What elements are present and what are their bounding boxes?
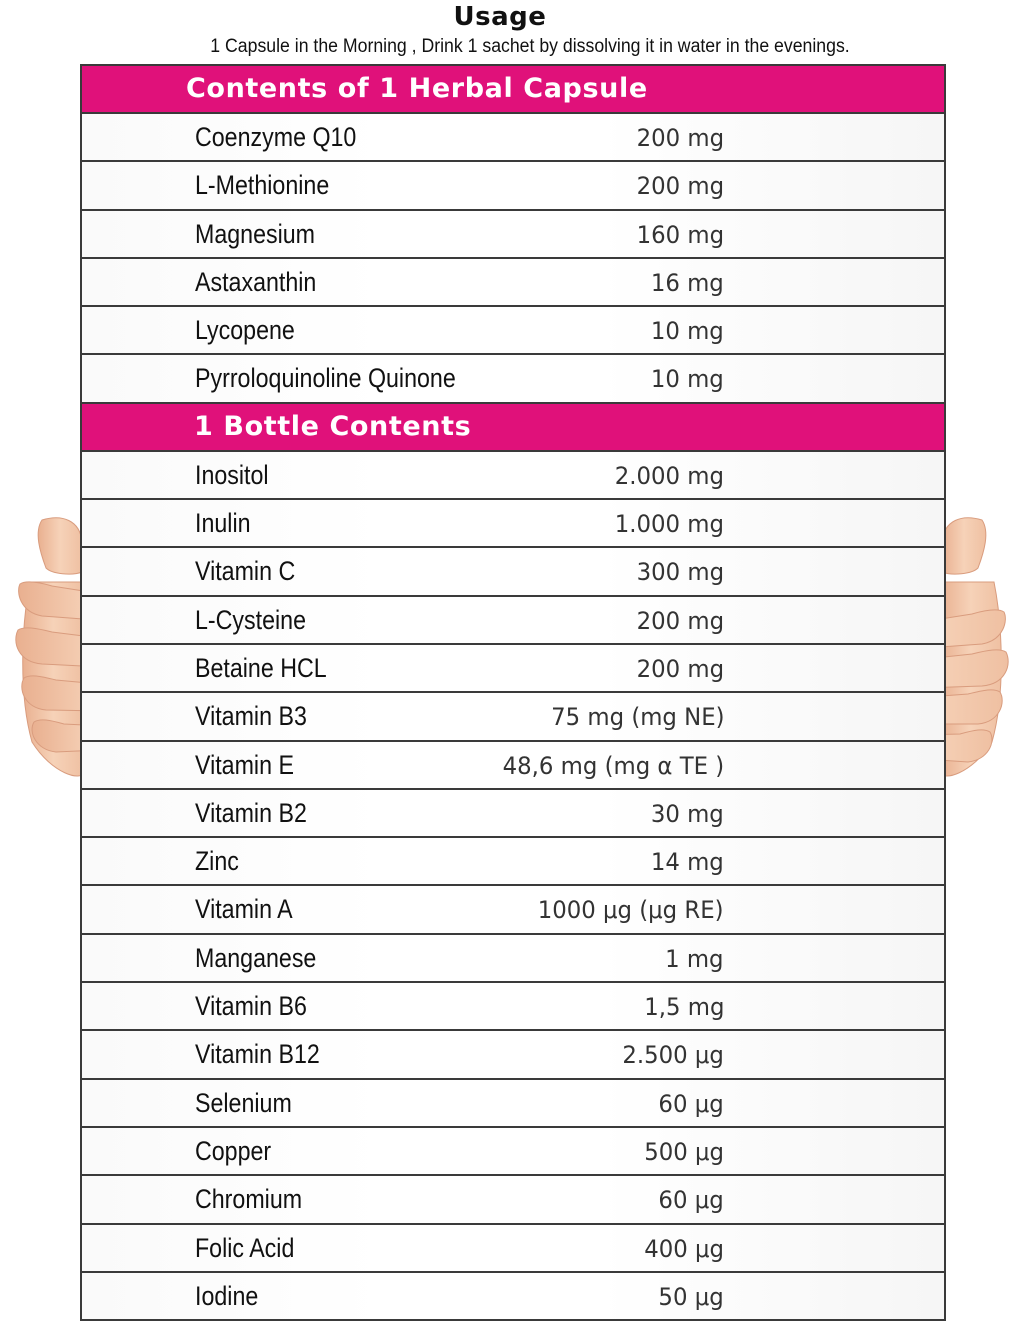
ingredient-amount: 10 mg [651, 317, 724, 346]
ingredient-amount: 300 mg [636, 558, 724, 587]
ingredient-name: Copper [195, 1135, 272, 1166]
table-row [82, 742, 944, 790]
table-row [82, 162, 944, 210]
ingredient-amount: 200 mg [636, 124, 724, 152]
table-row [82, 500, 944, 548]
ingredient-name: Vitamin B6 [195, 991, 307, 1022]
ingredient-amount: 75 mg (mg NE) [550, 703, 724, 732]
ingredient-amount: 200 mg [636, 606, 724, 635]
ingredient-name: Zinc [195, 846, 239, 877]
capsule-header-label: Contents of 1 Herbal Capsule [186, 73, 648, 104]
ingredient-name: Inulin [195, 508, 251, 539]
ingredient-name: Lycopene [195, 315, 295, 346]
ingredient-name: Magnesium [195, 218, 316, 249]
table-row [82, 838, 944, 886]
table-row [82, 693, 944, 741]
ingredient-name: Vitamin C [195, 556, 296, 587]
ingredient-name: Chromium [195, 1184, 303, 1215]
ingredient-amount: 1,5 mg [643, 993, 724, 1022]
ingredient-name: Astaxanthin [195, 266, 317, 297]
ingredient-amount: 160 mg [636, 220, 724, 249]
ingredient-name: L-Methionine [195, 170, 330, 201]
ingredient-name: Pyrroloquinoline Quinone [195, 363, 456, 394]
table-row [82, 548, 944, 596]
table-row [82, 1031, 944, 1079]
bottle-ingredient-list [82, 452, 944, 1321]
table-row [82, 355, 944, 403]
ingredient-name: Selenium [195, 1087, 292, 1118]
ingredient-amount: 400 μg [644, 1234, 724, 1263]
ingredient-name: Inositol [195, 459, 269, 490]
usage-instruction: 1 Capsule in the Morning , Drink 1 sachet by dissolving it in water in the evenings. [210, 36, 850, 57]
ingredient-amount: 200 mg [636, 172, 724, 201]
ingredient-amount: 60 μg [658, 1089, 724, 1118]
ingredient-name: Vitamin B12 [195, 1039, 320, 1070]
ingredient-amount: 10 mg [651, 365, 724, 394]
table-row [82, 1176, 944, 1224]
table-row [82, 1080, 944, 1128]
capsule-ingredient-list [82, 114, 944, 404]
ingredient-name: Coenzyme Q10 [195, 122, 357, 152]
table-row [82, 983, 944, 1031]
table-row [82, 935, 944, 983]
table-row [82, 452, 944, 500]
usage-title: Usage [453, 2, 547, 32]
ingredient-amount: 30 mg [651, 799, 724, 828]
table-row [82, 211, 944, 259]
ingredient-amount: 14 mg [651, 848, 724, 877]
ingredient-amount: 60 μg [658, 1186, 724, 1215]
ingredient-name: Manganese [195, 942, 317, 973]
bottle-section-header [82, 404, 944, 452]
table-row [82, 597, 944, 645]
ingredient-amount: 2.500 μg [622, 1041, 724, 1070]
ingredient-amount: 2.000 mg [614, 461, 724, 490]
capsule-section-header [82, 66, 944, 114]
table-row [82, 114, 944, 162]
ingredient-amount: 50 μg [658, 1282, 724, 1311]
ingredient-amount: 1.000 mg [614, 510, 724, 539]
table-row [82, 1273, 944, 1321]
ingredient-amount: 500 μg [644, 1137, 724, 1166]
ingredient-amount: 16 mg [651, 268, 724, 297]
ingredient-amount: 200 mg [636, 654, 724, 683]
table-row [82, 790, 944, 838]
ingredient-amount: 1000 μg (μg RE) [538, 896, 724, 925]
table-row [82, 307, 944, 355]
bottle-header-label: 1 Bottle Contents [194, 410, 472, 442]
ingredient-amount: 48,6 mg (mg α TE ) [502, 751, 724, 780]
ingredient-name: Betaine HCL [195, 652, 327, 683]
ingredient-name: Vitamin B2 [195, 797, 307, 828]
table-row [82, 645, 944, 693]
ingredient-name: L-Cysteine [195, 604, 306, 635]
table-row [82, 1128, 944, 1176]
ingredient-name: Iodine [195, 1280, 259, 1311]
table-row [82, 1225, 944, 1273]
table-row [82, 886, 944, 934]
ingredient-name: Vitamin A [195, 894, 293, 925]
ingredient-name: Folic Acid [195, 1232, 295, 1263]
ingredient-name: Vitamin E [195, 749, 294, 780]
ingredient-amount: 1 mg [665, 944, 724, 973]
ingredient-name: Vitamin B3 [195, 701, 307, 732]
table-row [82, 259, 944, 307]
contents-panel [80, 64, 946, 1321]
